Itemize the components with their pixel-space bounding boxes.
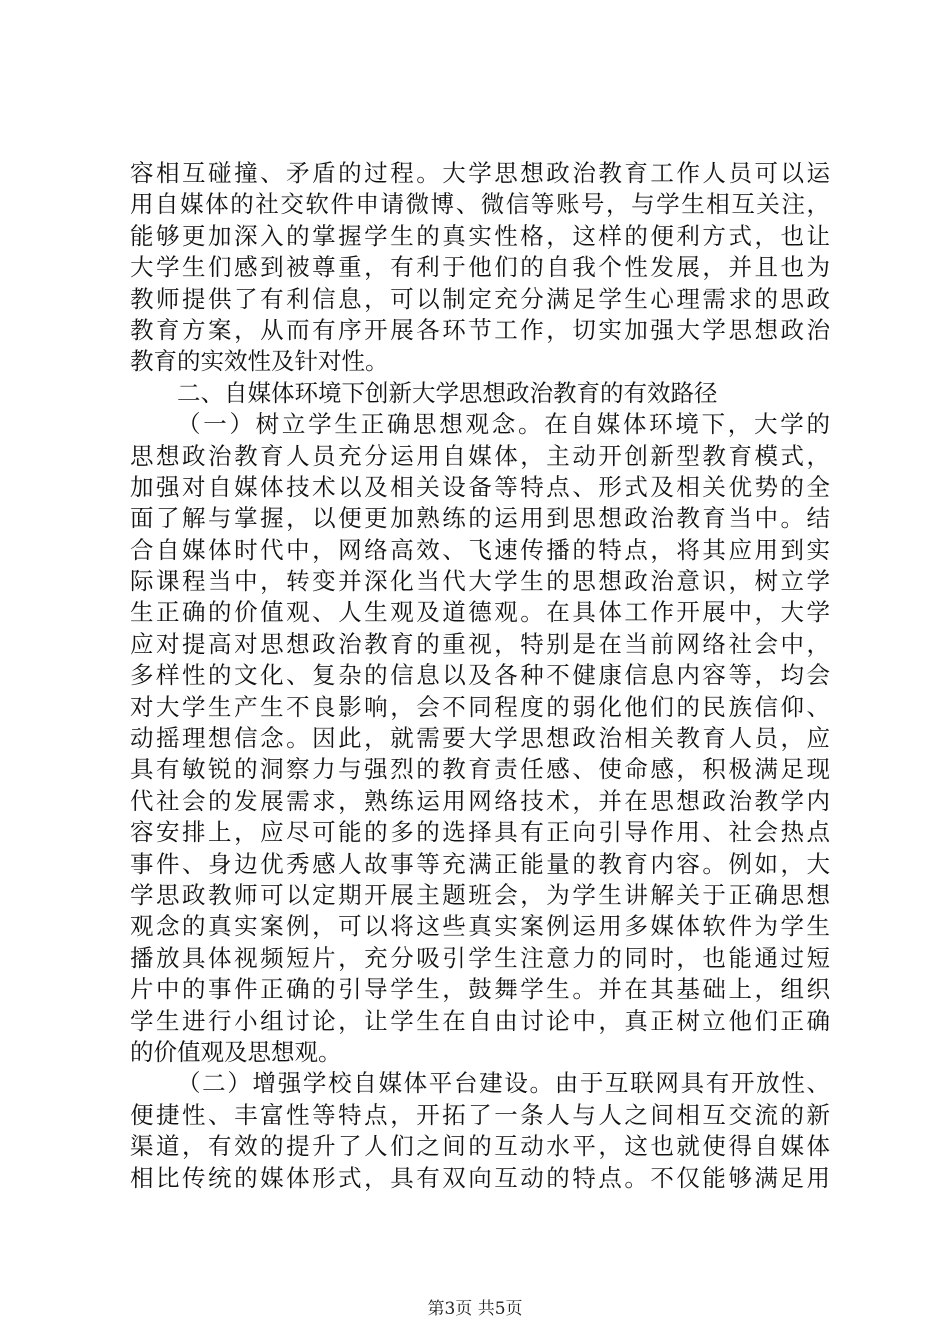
text-line: 际课程当中，转变并深化当代大学生的思想政治意识，树立学 bbox=[130, 567, 830, 596]
text-line: 动摇理想信念。因此，就需要大学思想政治相关教育人员，应 bbox=[130, 724, 830, 753]
text-line: 容安排上，应尽可能的多的选择具有正向引导作用、社会热点 bbox=[130, 818, 830, 847]
text-line: 片中的事件正确的引导学生，鼓舞学生。并在其基础上，组织 bbox=[130, 975, 830, 1004]
section-heading: 二、自媒体环境下创新大学思想政治教育的有效路径 bbox=[177, 378, 718, 407]
page-number: 第3页 共5页 bbox=[427, 1299, 523, 1319]
text-line: 用自媒体的社交软件申请微博、微信等账号，与学生相互关注， bbox=[130, 190, 830, 219]
text-line: （一）树立学生正确思想观念。在自媒体环境下，大学的 bbox=[177, 410, 830, 439]
body-text bbox=[130, 158, 830, 1194]
text-line: （二）增强学校自媒体平台建设。由于互联网具有开放性、 bbox=[177, 1069, 830, 1098]
text-line: 教师提供了有利信息，可以制定充分满足学生心理需求的思政 bbox=[130, 284, 830, 313]
text-line: 应对提高对思想政治教育的重视，特别是在当前网络社会中， bbox=[130, 629, 830, 658]
text-line: 的价值观及思想观。 bbox=[130, 1037, 342, 1066]
text-line: 渠道，有效的提升了人们之间的互动水平，这也就使得自媒体 bbox=[130, 1132, 830, 1161]
text-line: 教育方案，从而有序开展各环节工作，切实加强大学思想政治 bbox=[130, 315, 830, 344]
text-line: 能够更加深入的掌握学生的真实性格，这样的便利方式，也让 bbox=[130, 221, 830, 250]
text-line: 播放具体视频短片，充分吸引学生注意力的同时，也能通过短 bbox=[130, 943, 830, 972]
text-line: 学思政教师可以定期开展主题班会，为学生讲解关于正确思想 bbox=[130, 880, 830, 909]
text-line: 便捷性、丰富性等特点，开拓了一条人与人之间相互交流的新 bbox=[130, 1100, 830, 1129]
text-line: 代社会的发展需求，熟练运用网络技术，并在思想政治教学内 bbox=[130, 786, 830, 815]
text-line: 容相互碰撞、矛盾的过程。大学思想政治教育工作人员可以运 bbox=[130, 159, 830, 187]
text-line: 合自媒体时代中，网络高效、飞速传播的特点，将其应用到实 bbox=[130, 535, 830, 564]
text-line: 事件、身边优秀感人故事等充满正能量的教育内容。例如，大 bbox=[130, 849, 830, 878]
text-line: 多样性的文化、复杂的信息以及各种不健康信息内容等，均会 bbox=[130, 661, 830, 690]
text-line: 思想政治教育人员充分运用自媒体，主动开创新型教育模式， bbox=[130, 441, 830, 470]
text-line: 大学生们感到被尊重，有利于他们的自我个性发展，并且也为 bbox=[130, 253, 830, 282]
text-line: 生正确的价值观、人生观及道德观。在具体工作开展中，大学 bbox=[130, 598, 830, 627]
page-footer bbox=[0, 1294, 950, 1319]
text-line: 面了解与掌握，以便更加熟练的运用到思想政治教育当中。结 bbox=[130, 504, 830, 533]
text-line: 教育的实效性及针对性。 bbox=[130, 347, 389, 376]
text-line: 相比传统的媒体形式，具有双向互动的特点。不仅能够满足用 bbox=[130, 1163, 830, 1192]
text-line: 对大学生产生不良影响，会不同程度的弱化他们的民族信仰、 bbox=[130, 692, 830, 721]
text-line: 观念的真实案例，可以将这些真实案例运用多媒体软件为学生 bbox=[130, 912, 830, 941]
text-line: 加强对自媒体技术以及相关设备等特点、形式及相关优势的全 bbox=[130, 472, 830, 501]
text-line: 具有敏锐的洞察力与强烈的教育责任感、使命感，积极满足现 bbox=[130, 755, 830, 784]
text-line: 学生进行小组讨论，让学生在自由讨论中，真正树立他们正确 bbox=[130, 1006, 830, 1035]
